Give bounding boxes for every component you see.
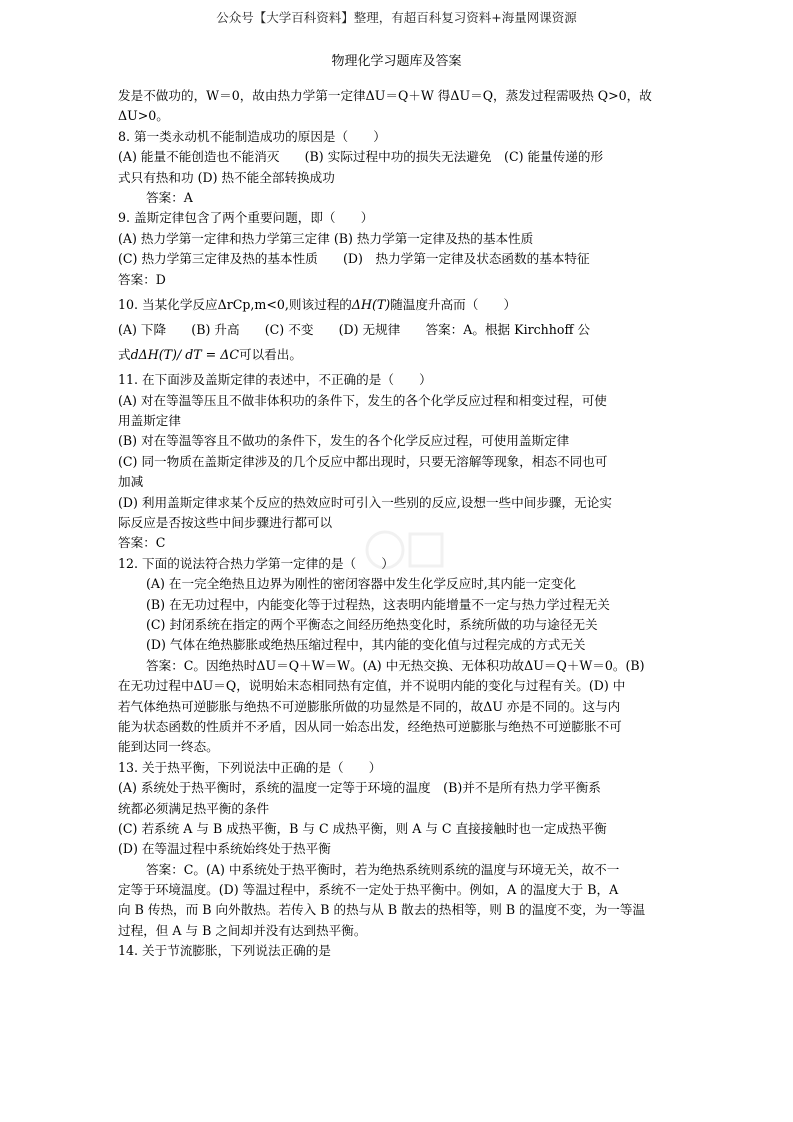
q10-formula-line (118, 340, 678, 370)
text-block-2 (118, 370, 678, 961)
text-line: (A) 能量不能创造也不能消灭 (B) 实际过程中功的损失无法避免 (C) 能量传递的形 (118, 149, 604, 165)
text-line: (D) 气体在绝热膨胀或绝热压缩过程中，其内能的变化值与过程完成的方式无关 (146, 637, 586, 653)
q10-math: ΔH(T) (351, 296, 391, 312)
text-line: 过程，但 A 与 B 之间却并没有达到热平衡。 (118, 922, 367, 938)
text-line: 若气体绝热可逆膨胀与绝热不可逆膨胀所做的功显然是不同的，故ΔU 亦是不同的。这与内 (118, 698, 621, 714)
text-line: 答案：C。因绝热时ΔU＝Q＋W＝W。(A) 中无热交换、无体积功故ΔU＝Q＋W＝0。(B) (146, 657, 645, 673)
text-line: 定等于环境温度。(D) 等温过程中，系统不一定处于热平衡中。例如，A 的温度大于 B，A (118, 882, 619, 898)
q10-formula-prefix: 式 (118, 347, 131, 363)
text-line: 能为状态函数的性质并不矛盾，因从同一始态出发，经绝热可逆膨胀与绝热不可逆膨胀不可 (118, 718, 622, 734)
text-line: 答案：A (146, 189, 193, 205)
text-line: 答案：C。(A) 中系统处于热平衡时，若为绝热系统则系统的温度与环境无关，故不一 (146, 861, 620, 877)
text-line: (C) 同一物质在盖斯定律涉及的几个反应中都出现时，只要无溶解等现象，相态不同也可 (118, 453, 608, 469)
text-line: 13. 关于热平衡，下列说法中正确的是（ ） (118, 759, 382, 775)
text-line: 际反应是否按这些中间步骤进行都可以 (118, 515, 333, 531)
question-10-line (118, 290, 678, 320)
text-line: ΔU>0。 (118, 108, 169, 124)
text-line: 答案：C (118, 535, 166, 551)
text-line: 12. 下面的说法符合热力学第一定律的是（ ） (118, 555, 394, 571)
text-line: (B) 对在等温等容且不做功的条件下，发生的各个化学反应过程，可使用盖斯定律 (118, 433, 570, 449)
text-line: (D) 在等温过程中系统始终处于热平衡 (118, 841, 331, 857)
text-line: 答案：D (118, 271, 166, 287)
watermark-logo (360, 520, 450, 580)
header-note: 公众号【大学百科资料】整理，有超百科复习资料+海量网课资源 (216, 10, 577, 25)
text-line: 8. 第一类永动机不能制造成功的原因是（ ） (118, 128, 386, 144)
text-line: (C) 热力学第三定律及热的基本性质 (D) 热力学第一定律及状态函数的基本特征 (118, 251, 590, 267)
text-line: (A) 热力学第一定律和热力学第三定律 (B) 热力学第一定律及热的基本性质 (118, 230, 534, 246)
text-line: (A) 系统处于热平衡时，系统的温度一定等于环境的温度 (B)并不是所有热力学平衡系 (118, 780, 601, 796)
text-line: 9. 盖斯定律包含了两个重要问题，即（ ） (118, 210, 374, 226)
q10-formula-suffix: 可以看出。 (238, 347, 302, 363)
q10-formula: dΔH(T)/ dT = ΔC (130, 347, 239, 363)
text-line: (B) 在无功过程中，内能变化等于过程热，这表明内能增量不一定与热力学过程无关 (146, 596, 610, 612)
text-line: 在无功过程中ΔU＝Q，说明始末态相同热有定值，并不说明内能的变化与过程有关。(D) 中 (118, 678, 626, 694)
text-line: 向 B 传热，而 B 向外散热。若传入 B 的热与从 B 散去的热相等，则 B 的温度不变，为一等温 (118, 902, 646, 918)
text-line: 14. 关于节流膨胀，下列说法正确的是 (118, 943, 331, 959)
text-line: (A) 在一完全绝热且边界为刚性的密闭容器中发生化学反应时,其内能一定变化 (146, 576, 576, 592)
text-line: (D) 利用盖斯定律求某个反应的热效应时可引入一些别的反应,设想一些中间步骤，无论实 (118, 494, 612, 510)
text-line: 发是不做功的，W＝0，故由热力学第一定律ΔU＝Q＋W 得ΔU＝Q，蒸发过程需吸热 Q>0，故 (118, 88, 652, 103)
document-title: 物理化学习题库及答案 (331, 54, 462, 69)
text-line: 统都必须满足热平衡的条件 (118, 800, 270, 816)
text-line: (C) 若系统 A 与 B 成热平衡，B 与 C 成热平衡，则 A 与 C 直接接触时也一定成热平衡 (118, 820, 607, 836)
text-line: (C) 封闭系统在指定的两个平衡态之间经历绝热变化时，系统所做的功与途径无关 (146, 616, 598, 632)
text-line: 11. 在下面涉及盖斯定律的表述中，不正确的是（ ） (118, 372, 432, 388)
text-line: 用盖斯定律 (118, 413, 181, 429)
text-line: 能到达同一终态。 (118, 739, 219, 755)
q10-options: (A) 下降 (B) 升高 (C) 不变 (D) 无规律 答案：A。根据 Kirchhoff 公 (118, 321, 591, 337)
text-line: 加减 (118, 474, 144, 490)
q10-suffix: 随温度升高而（ ） (390, 296, 517, 312)
q10-prefix: 10. 当某化学反应ΔrCp,m<0,则该过程的 (118, 296, 352, 312)
text-line: 式只有热和功 (D) 热不能全部转换成功 (118, 169, 335, 185)
text-line: (A) 对在等温等压且不做非体积功的条件下，发生的各个化学反应过程和相变过程，可使 (118, 392, 607, 408)
text-block-1 (118, 86, 678, 290)
